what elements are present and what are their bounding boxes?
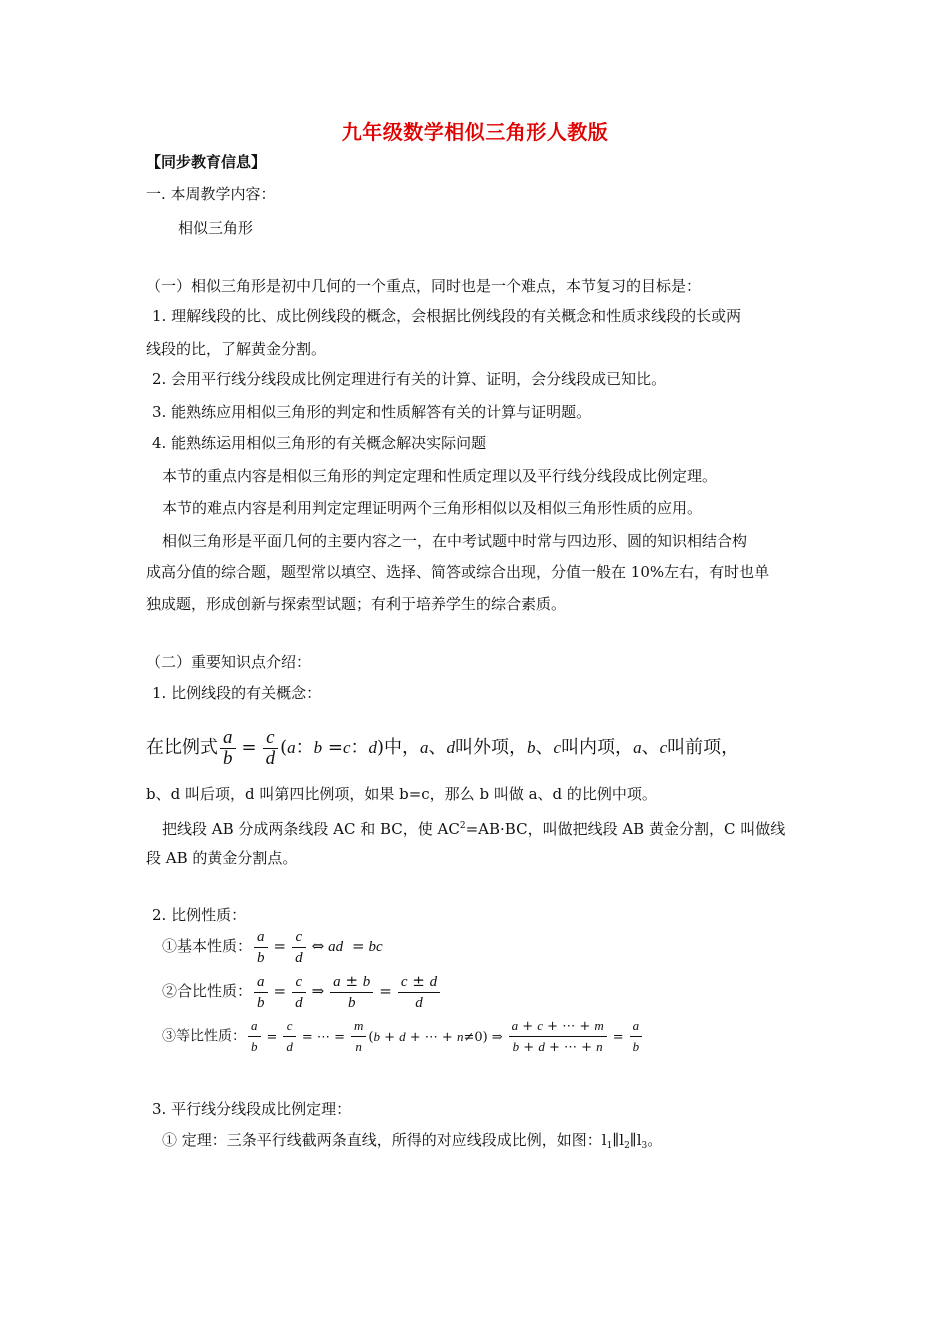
exam-line-c: 独成题，形成创新与探索型试题；有利于培养学生的综合素质。	[146, 595, 567, 613]
prop2-label: ②合比性质：	[162, 982, 253, 1000]
difficult-points: 本节的难点内容是利用判定定理证明两个三角形相似以及相似三角形性质的应用。	[162, 499, 703, 517]
property-equal-ratio: ③等比性质： $\frac{a}{b}$ = $\frac{c}{d}$ = ⋯ = $\frac{m}{n}$ (b + d + ⋯ + n≠0) ⇒ $\frac{a + c + \cdots + m}{b + d + \cdots + n}$ = $\frac{a}{b}$	[162, 1016, 644, 1058]
part2-intro: （二）重要知识点介绍：	[146, 653, 312, 671]
formula-mid: 中，	[384, 737, 421, 758]
item-3: 3. 平行线分线段成比例定理：	[152, 1100, 352, 1118]
prop3-label: ③等比性质：	[162, 1028, 246, 1045]
item-1: 1. 比例线段的有关概念：	[152, 684, 322, 702]
content-heading: 一. 本周教学内容：	[146, 185, 276, 203]
part1-intro: （一）相似三角形是初中几何的一个重点，同时也是一个难点，本节复习的目标是：	[146, 277, 702, 295]
section-header: 【同步教育信息】	[146, 153, 267, 171]
goal-2: 2. 会用平行线分线段成比例定理进行有关的计算、证明，会分线段成已知比。	[152, 370, 667, 388]
front-label: 叫前项，	[667, 737, 740, 758]
golden-line-b: 段 AB 的黄金分割点。	[146, 849, 298, 867]
document-title: 九年级数学相似三角形人教版	[341, 120, 609, 144]
definition-line: b、d 叫后项，d 叫第四比例项，如果 b=c，那么 b 叫做 a、d 的比例中项。	[146, 785, 657, 803]
goal-1-line-b: 线段的比，了解黄金分割。	[146, 340, 327, 358]
item-2: 2. 比例性质：	[152, 906, 247, 924]
prop1-label: ①基本性质：	[162, 937, 253, 955]
fraction-a-over-b: $\frac{a}{b}$	[220, 728, 236, 769]
outer-label: 叫外项，	[455, 737, 528, 758]
formula-prefix: 在比例式	[146, 737, 218, 758]
property-basic: ①基本性质： $\frac{a}{b}$ = $\frac{c}{d}$ ⇔ ad = bc	[162, 928, 383, 966]
goal-1-line-a: 1. 理解线段的比、成比例线段的概念，会根据比例线段的有关概念和性质求线段的长或两	[152, 307, 742, 325]
proportion-formula: 在比例式 $\frac{a}{b}$ = $\frac{c}{d}$ (a：b =c：d)中，a、d叫外项，b、c叫内项，a、c叫前项，	[146, 726, 740, 769]
inner-label: 叫内项，	[561, 737, 634, 758]
exam-line-a: 相似三角形是平面几何的主要内容之一，在中考试题中时常与四边形、圆的知识相结合构	[162, 532, 748, 550]
theorem-line: ① 定理：三条平行线截两条直线，所得的对应线段成比例，如图：$l_1\parallel l_2\parallel l_3$。	[162, 1131, 663, 1151]
goal-4: 4. 能熟练运用相似三角形的有关概念解决实际问题	[152, 434, 487, 452]
fraction-c-over-d: $\frac{c}{d}$	[263, 728, 279, 769]
content-topic: 相似三角形	[178, 219, 254, 237]
golden-line-a: 把线段 AB 分成两条线段 AC 和 BC，使 $AC^2=AB\cdot BC$，叫做把线段 AB 黄金分割，C 叫做线	[162, 820, 786, 838]
exam-line-b: 成高分值的综合题，题型常以填空、选择、简答或综合出现，分值一般在 10%左右，有时也单	[146, 563, 770, 581]
property-componendo: ②合比性质： $\frac{a}{b}$ = $\frac{c}{d}$ ⇒ $\frac{a \pm b}{b}$ = $\frac{c \pm d}{d}$	[162, 971, 442, 1013]
goal-3: 3. 能熟练应用相似三角形的判定和性质解答有关的计算与证明题。	[152, 403, 592, 421]
key-points: 本节的重点内容是相似三角形的判定定理和性质定理以及平行线分线段成比例定理。	[162, 467, 718, 485]
